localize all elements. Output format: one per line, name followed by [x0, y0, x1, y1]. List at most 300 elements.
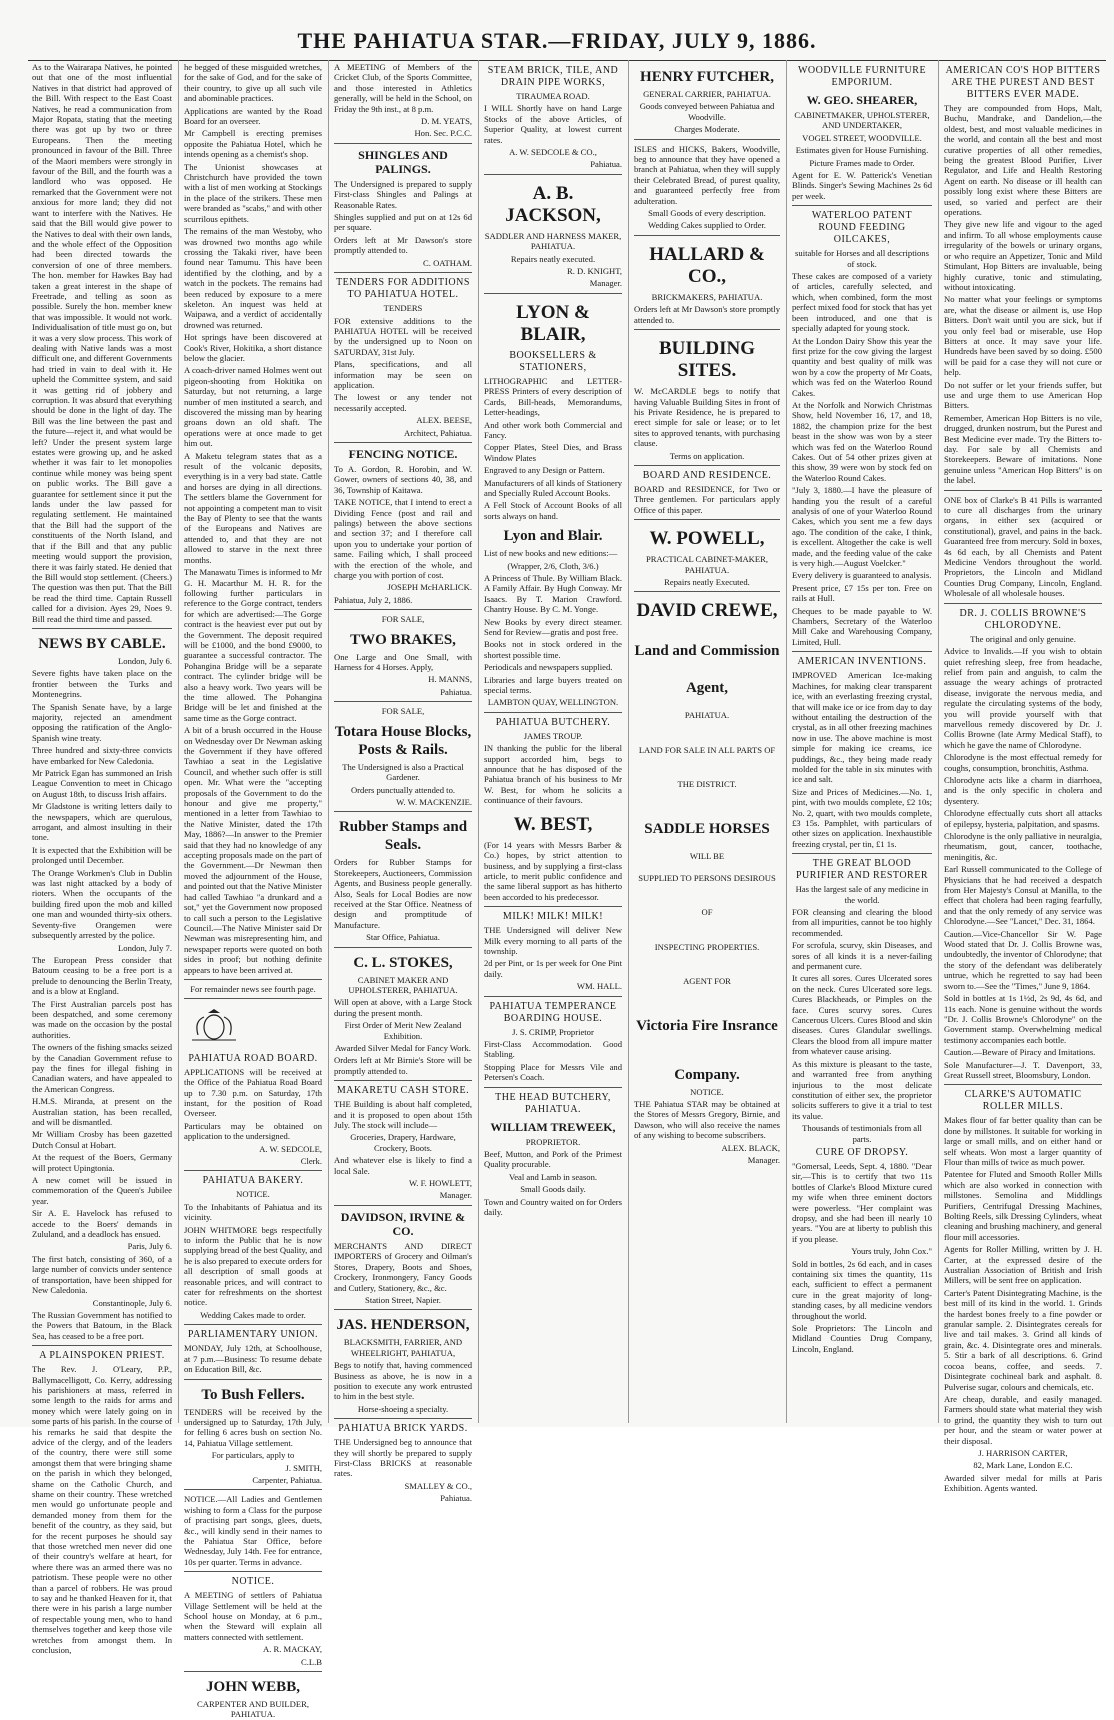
- ad-title: MAKARETU CASH STORE.: [336, 1085, 470, 1097]
- ad-subtitle: J. S. CRIMP, Proprietor: [512, 1026, 594, 1037]
- ad-signature: JOSEPH McHARLICK.: [387, 582, 472, 593]
- ad-text: BRICKMAKERS, PAHIATUA.: [651, 291, 763, 302]
- ad-text: Are cheap, durable, and easily managed. Farmers should state what material they wish to grind, the quantity they wish to turn out per hour, and the steam or water power at their disposal.: [944, 1393, 1102, 1446]
- cable-item: Mr Gladstone is writing letters daily to the newspapers, which are querulous, arrogant, and almost insulting in their tone.: [32, 801, 172, 843]
- ad-signature: C.L.B: [300, 1656, 322, 1667]
- ad-signature: A. W. SEDCOLE,: [259, 1143, 322, 1154]
- ad-subtitle: NOTICE.: [236, 1189, 270, 1200]
- ad-text: ONE box of Clarke's B 41 Pills is warranted to cure all discharges from the urinary organs, in either sex (acquired or constitutional), gravel, and pains in the back. Guaranteed free from mercury. Sold in boxes, 4s 6d each, by all Chemists and Patent Medicine Vendors throughout the world. Proprietors, the Lincoln and Midland Counties Drug Company, Lincoln, England. Wholesale of all wholesale houses.: [944, 494, 1102, 599]
- ad-title: WILLIAM TREWEEK,: [490, 1119, 616, 1134]
- cable-item: The Orange Workmen's Club in Dublin was last night attacked by a body of rioters. When the occupants of the building fired upon the mob and killed one man and wounded thirty-six others. Seventy-five Orangemen were subsequently arrested by the police.: [32, 867, 172, 941]
- ad-title: MILK! MILK! MILK!: [502, 911, 604, 923]
- ad-text: Picture Frames made to Order.: [809, 157, 915, 168]
- ad-signature: SMALLEY & CO.,: [404, 1480, 472, 1491]
- ad-text: Caution.—Beware of Piracy and Imitations.: [944, 1047, 1096, 1058]
- ad-text: I WILL Shortly have on hand Large Stocks of the above Articles, of Superior Quality, at lowest current rates.: [484, 103, 622, 145]
- column-rule: [938, 60, 939, 1423]
- ad-text: Sold in bottles at 1s 1½d, 2s 9d, 4s 6d, and 11s each. None is genuine without the words "Dr. J. Collis Browne's Chlorodyne" on the Government stamp. Overwhelming medical testimony accompanies each bottle.: [944, 993, 1102, 1045]
- ad-text: It cures all sores. Cures Ulcerated sores on the neck. Cures Ulcerated sore legs. Cures Blackheads, or Pimples on the face. Cures scurvy sores. Cures Cancerous Ulcers. Cures Blood and skin diseases. Cures Glandular swellings. Clears the blood from all impure matter from whatever cause arising.: [792, 973, 932, 1057]
- divider: [792, 651, 932, 652]
- ad-subtitle: TIRAUMEA ROAD.: [516, 91, 590, 101]
- divider: [334, 701, 472, 702]
- dateline: Constantinople, July 6.: [92, 1297, 172, 1308]
- divider: [334, 143, 472, 144]
- ad-title: Lyon and Blair.: [503, 528, 603, 545]
- ad-title: THE GREAT BLOOD PURIFIER AND RESTORER: [795, 858, 928, 882]
- ad-title: BUILDING SITES.: [658, 338, 756, 382]
- notice-text: For remainder news see fourth page.: [190, 983, 316, 994]
- ad-title: FENCING NOTICE.: [348, 446, 458, 461]
- ad-signature: Carpenter, Pahiatua.: [252, 1474, 322, 1485]
- divider: [484, 293, 622, 294]
- spacer: [634, 989, 780, 1011]
- ad-text: OF: [701, 907, 713, 918]
- ad-text: NOTICE.—All Ladies and Gentlemen wishing to form a Class for the purpose of practising part songs, glees, duets, &c., will kindly send in their names to the Pahiatua Star Office, before Wednesday, July 14th. Fee for entrance, 10s per quarter. Terms in advance.: [184, 1494, 322, 1567]
- ad-signature: Pahiatua.: [440, 1493, 472, 1504]
- ad-text: FOR extensive additions to the PAHIATUA HOTEL will be received by the undersigned up to Noon on SATURDAY, 31st July.: [334, 315, 472, 357]
- ad-text: Agents for Roller Milling, written by J. H. Carter, at the expressed desire of the Australian Association of British and Irish Millers, will be sent free on application.: [944, 1244, 1102, 1286]
- article-paragraph: Hot springs have been discovered at Cook's River, Hokitika, a short distance below the glacier.: [184, 332, 322, 363]
- ad-text: BOARD and RESIDENCE, for Two or Three gentlemen. For particulars apply Office of this paper.: [634, 483, 780, 515]
- article-paragraph: The Unionist showcases at Christchurch have provided the town with a list of men working at Stockings in the place of the strikers. These men were branded as "scabs," and with other scurrilous epithets.: [184, 161, 322, 224]
- ad-text: BLACKSMITH, FARRIER, AND WHEELRIGHT, PAHIATUA,: [343, 1337, 463, 1358]
- divider: [334, 442, 472, 443]
- ad-text: Copper Plates, Steel Dies, and Brass Window Plates: [484, 442, 622, 463]
- divider: [32, 1345, 172, 1346]
- ad-text: At the London Dairy Show this year the first prize for the cow giving the largest quantity and best quality of milk was won by a cow the property of Mr Coats, which was fed on the Waterloo Round Cakes.: [792, 335, 932, 398]
- dateline: London, July 6.: [118, 655, 172, 666]
- column-rule: [478, 60, 479, 1423]
- cable-item: It is expected that the Exhibition will be prolonged until December.: [32, 844, 172, 866]
- divider: [792, 205, 932, 206]
- ad-text: Horse-shoeing a specialty.: [357, 1403, 449, 1414]
- ad-text: Small Goods of every description.: [648, 208, 766, 219]
- ad-text: Plans, specifications, and all information may be seen on application.: [334, 359, 472, 390]
- ad-text: PRACTICAL CABINET-MAKER, PAHIATUA.: [645, 554, 769, 575]
- cable-item: The First Australian parcels post has been despatched, and some ceremony was made on the occasion by the postal authorities.: [32, 998, 172, 1040]
- ad-text: TENDERS will be received by the undersigned up to Saturday, 17th July, for felling 6 acres bush on section No. 14, Pahiatua Village settlement.: [184, 1406, 322, 1448]
- ad-title: A. B. JACKSON,: [505, 182, 601, 226]
- ad-text: TAKE NOTICE, that I intend to erect a Dividing Fence (post and rail and palings) between the above sections and section 37; and I therefore call upon you to undertake your portion of same. Failing which, I shall proceed with the erection of the whole, and charge you with portion of cost.: [334, 497, 472, 581]
- ad-text: To A. Gordon, R. Horobin, and W. Gower, owners of sections 40, 38, and 36, Township of Kaitawa.: [334, 463, 472, 495]
- article-paragraph: Applications are wanted by the Road Board for an overseer.: [184, 105, 322, 127]
- ad-title: BOARD AND RESIDENCE.: [642, 469, 772, 481]
- ad-title: DR. J. COLLIS BROWNE'S CHLORODYNE.: [959, 607, 1087, 631]
- article-subheading: A PLAINSPOKEN PRIEST.: [39, 1350, 165, 1362]
- divider: [634, 465, 780, 466]
- ad-text: CABINET MAKER AND UPHOLSTERER, PAHIATUA.: [348, 974, 458, 995]
- ad-text: Beef, Mutton, and Pork of the Primest Quality procurable.: [484, 1149, 622, 1170]
- divider: [184, 1671, 322, 1672]
- ad-text: JOHN WHITMORE begs respectfully to inform the Public that he is now supplying bread of the best Quality, and he is also prepared to execute orders for all description of small goods at reasonable prices, and will contract to cater for refreshments on the shortest notice.: [184, 1224, 322, 1308]
- ad-title: PARLIAMENTARY UNION.: [187, 1329, 319, 1341]
- article-paragraph: The remains of the man Westoby, who was drowned two months ago while crossing the Takaki river, have been found near Tamumu. This have been identified by the clothing, and by a watch in the pockets. The remains had been reduced by exposure to a mere skeleton. An inquest was held at Waipawa, and a verdict of accidentally drowned was returned.: [184, 226, 322, 330]
- ad-signature: Hon. Sec. P.C.C.: [414, 128, 472, 139]
- divider: [184, 1571, 322, 1572]
- ad-text: PAHIATUA.: [684, 710, 730, 721]
- section-title-news-by-cable: NEWS BY CABLE.: [38, 635, 166, 652]
- ad-subtitle: JAMES TROUP.: [523, 730, 583, 741]
- cable-item: Mr Patrick Egan has summoned an Irish League Convention to meet in Chicago on August 18th, to discuss Irish affairs.: [32, 768, 172, 799]
- ad-date: Pahiatua, July 2, 1886.: [334, 594, 413, 605]
- ad-text: Periodicals and newspapers supplied.: [484, 662, 613, 673]
- article-paragraph: As to the Wairarapa Natives, he pointed out that one of the most influential Natives in that district had approved of the Bill. With respect to the East Coast Natives, he read a communication from Major Ropata, stating that the meeting there was got up by two or three Europeans. Then the meeting pronounced in favour of the Bill. Three of the Maori members were strongly in favour of the Bill, and the fourth was a landlord who was opposed. He remarked that the Government were not anxious for more land; they did not want to interfere with the Natives. He said that the Bill would give power to the Natives to deal with their own lands, and the whole effect of the Opposition had been directed towards the conversion of one of three members. The hon. member for Hawkes Bay had taken a great interest in the shape of Freetrade, and telling as soon as possible. Surely the hon. member knew that was impossible. It would not work. Individualisation of title must go on, but it was a very slow process. This work of dealing with Native lands was a most difficult one, and different Governments had tried in vain to deal with it. He upheld the Committee system, and said it was getting rid of jobbery and corruption. It was absurd that everything should be done in the light of day. The Bill was the line between the past and the future—reject it, and what would be left? Under the present system large estates were growing up, and he asked whether it was fair to let monopolies continue while money was being spent on public works. The Bill gave a guarantee for settlement since it put the lands under the law passed for regulating settlement. He maintained that the Bill had the support of the constituents of the North Island, and that if the Bill and that any public meeting would support the provision, there it was fairly stated. He denied that the Bill would stop settlement. (Cheers.) The question was then put. That the Bill be read the third time. Captain Russell called for a division. Ayes 29, Noes 9. Bill read the third time and passed.: [32, 62, 172, 624]
- ad-signature: A. W. SEDCOLE & CO.,: [509, 147, 597, 158]
- ad-text: For scrofula, scurvy, skin Diseases, and sores of all kinds it is a never-failing and permanent cure.: [792, 940, 932, 972]
- ad-text: Caution.—Vice-Chancellor Sir W. Page Wood stated that Dr. J. Collis Browne was, undoubtedly, the inventor of Chlorodyne; that the story of the defendant was deliberately untrue, which he regretted to say had been sworn to.—See the "Times," June 9, 1864.: [944, 928, 1102, 991]
- ad-text: WILL BE: [689, 850, 725, 861]
- ad-text: THE Undersigned beg to announce that they will shortly be prepared to supply First-Class BRICKS at reasonable rates.: [334, 1437, 472, 1479]
- ad-title: Rubber Stamps and Seals.: [338, 819, 468, 854]
- cable-item: The Spanish Senate have, by a large majority, rejected an amendment opposing the ratification of the Anglo-Spanish wine treaty.: [32, 701, 172, 743]
- cable-item: The Russian Government has notified to the Powers that Batoum, in the Black Sea, has ceased to be a free port.: [32, 1309, 172, 1341]
- divider: [184, 979, 322, 980]
- ad-text: IMPROVED American Ice-making Machines, for making clear transparent ice, with an everlasting freezing crystal, that will make ice or ice from day to day without entailing the destruction of the crystal, as in all other freezing machines now in use. The above machine is most simple for making ice creams, ice puddings, &c., they being made ready molded for the table in six minutes with ice and salt.: [792, 670, 932, 785]
- ad-text: CARPENTER AND BUILDER, PAHIATUA.: [197, 1699, 309, 1720]
- ad-text: 2d per Pint, or 1s per week for One Pint daily.: [484, 958, 622, 979]
- article-paragraph: The Rev. J. O'Leary, P.P., Ballymacelligott, Co. Kerry, addressing his parishioners at mass, referred in some length to the raids for arms and money which were lately going on in some parts of his parish. In the course of his remarks he said that despite the advice of the clergy, and of the leaders of the country, there were still some amongst them that were bringing shame on the parish in which they belonged, shame on the Catholic Church, and shame on their country. These wretched men would go unfortunate people and demanded money from them for the benefit of the country, as they said, but for the recent purposes he should say that those wretched men never did one of their country's welfare at heart, for where there was an armed there was no patriotism. These people were no other than a parcel of robbers. He was proud to say and he thanked Heaven for it, that there were in his parish a large number of respectable young men, who to hand themselves together and keep those vile wretches from amongst them. In conclusion,: [32, 1364, 172, 1656]
- ad-text: Town and Country waited on for Orders daily.: [484, 1196, 622, 1218]
- spacer: [634, 757, 780, 779]
- ad-text: Begs to notify that, having commenced Business as above, he is now in a position to execute any work entrusted to him in the best style.: [334, 1360, 472, 1402]
- ad-text: Groceries, Drapery, Hardware, Crockery, Boots.: [350, 1132, 456, 1153]
- divider: [184, 1324, 322, 1325]
- ad-text: INSPECTING PROPERTIES.: [654, 941, 760, 952]
- ad-title: To Bush Fellers.: [201, 1386, 305, 1403]
- divider: [334, 272, 472, 273]
- cable-item: Sir A. E. Havelock has refused to accede to the Boers' demands in Zululand, and a deadlock has ensued.: [32, 1208, 172, 1240]
- ad-text: Stopping Place for Messrs Vile and Petersen's Coach.: [484, 1061, 622, 1083]
- ad-title: W. POWELL,: [649, 528, 765, 550]
- ad-text: Chlorodyne is the only palliative in neuralgia, rheumatism, gout, cancer, toothache, meningitis, &c.: [944, 831, 1102, 862]
- divider: [334, 1418, 472, 1419]
- spacer: [634, 792, 780, 814]
- column-3: [330, 62, 476, 1504]
- ad-text: THE DISTRICT.: [677, 779, 737, 790]
- ad-signature: Manager.: [747, 1155, 780, 1166]
- cable-item: Three hundred and sixty-three convicts have embarked for New Caledonia.: [32, 745, 172, 766]
- ad-signature: Pahiatua.: [440, 686, 472, 697]
- ad-text: Orders left at Mr Dawson's store promptly attended to.: [334, 234, 472, 256]
- ad-text: Orders punctually attended to.: [350, 784, 456, 795]
- cable-item: The owners of the fishing smacks seized by the Canadian Government refuse to pay the fines for illegal fishing in Canadian waters, and have appealed to the American Congress.: [32, 1042, 172, 1094]
- ad-text: Awarded silver medal for mills at Paris Exhibition. Agents wanted.: [944, 1472, 1102, 1494]
- spacer: [634, 723, 780, 745]
- ad-signature: H. MANNS,: [428, 674, 472, 685]
- masthead-rule: [28, 60, 1106, 61]
- ad-text: ISLES and HICKS, Bakers, Woodville, beg to announce that they have opened a branch at Pahiatua, when they will supply their Celebrated Bread, of purest quality, and guaranteed perfectly free from adulteration.: [634, 143, 780, 206]
- article-paragraph: A bit of a brush occurred in the House on Wednesday over Dr Newman asking the Government if they have offered Tawhiao a seat in the Legislative Council, and whether such offer is still open. Mr. What were the "accepting proposals of the Government to do the honour and give me property," mentioned in a letter from Tawhiao to the Native Minister, dated the 17th May, 1886?—In answer to the Premier said that they had no knowledge of any accepting proposals made on the part of the Government.—Dr Newman then moved the adjournment of the House, and pointed out that the Native Minister had called Tawhiao "a drunkard and a sot," yet the Government now proposed to call such a person to the Legislative Council.—The Native Minister said Dr Newman was misrepresenting him, and newspaper reports were quoted on both sides in proof; but nothing definite appears to have been arrived at.: [184, 725, 322, 975]
- ad-text: (Wrapper, 2/6, Cloth, 3/6.): [507, 560, 599, 571]
- ad-text: Awarded Silver Medal for Fancy Work.: [335, 1043, 471, 1053]
- ad-text: Charges Moderate.: [674, 124, 740, 135]
- cable-item: Mr William Crosby has been gazetted Dutch Consul at Hobart.: [32, 1129, 172, 1150]
- cable-item: A new comet will be issued in commemoration of the Queen's Jubilee year.: [32, 1175, 172, 1206]
- ad-text: LITHOGRAPHIC and LETTER-PRESS Printers of every description of Cards, Bill-heads, Memorandums, Letter-headings,: [484, 375, 622, 418]
- ad-text: One Large and One Small, with Harness for 4 Horses. Apply,: [334, 651, 472, 673]
- ad-text: As this mixture is pleasant to the taste, and warranted free from anything injurious to the most delicate constitution of either sex, the proprietor solicits sufferers to give it a trial to test its value.: [792, 1058, 932, 1121]
- ad-signature: ALEX. BLACK,: [721, 1142, 780, 1153]
- ad-title: SHINGLES AND PALINGS.: [358, 147, 448, 176]
- ad-text: The original and only genuine.: [970, 633, 1076, 644]
- ad-text: Orders left at Mr Dawson's store promptly attended to.: [634, 304, 780, 325]
- divider: [484, 906, 622, 907]
- article-paragraph: he begged of these misguided wretches, for the sake of God, and for the sake of their country, to give up all such vile and abominable practices.: [184, 62, 322, 104]
- ad-text: And whatever else is likely to find a local Sale.: [334, 1155, 472, 1176]
- ad-text: Manufacturers of all kinds of Stationery and Specially Ruled Account Books.: [484, 477, 622, 498]
- cable-item: Severe fights have taken place on the frontier between the Turks and Montenegrins.: [32, 668, 172, 700]
- column-rule: [328, 60, 329, 1423]
- ad-text: Estimates given for House Furnishing.: [795, 145, 929, 156]
- divider: [334, 811, 472, 812]
- ad-signature: J. HARRISON CARTER,: [978, 1447, 1068, 1458]
- ad-text: SADDLER AND HARNESS MAKER, PAHIATUA.: [484, 230, 622, 252]
- ad-text: CABINETMAKER, UPHOLSTERER, AND UNDERTAKER,: [794, 110, 930, 131]
- ad-subtitle: NOTICE.: [690, 1086, 724, 1097]
- ad-text: "Gomersal, Leeds, Sept. 4, 1880. "Dear sir,—This is to certify that two 11s bottles of Clarke's Blood Mixture cured my wife when three eminent doctors were powerless. "Her complaint was dropsy, and she had been ill nearly 10 years. "You are at liberty to publish this if you please.: [792, 1160, 932, 1244]
- ad-text: Shingles supplied and put on at 12s 6d per square.: [334, 212, 472, 233]
- ad-text: THE Building is about half completed, and it is proposed to open about 15th July. The stock will include—: [334, 1099, 472, 1131]
- masthead: [0, 0, 1114, 60]
- ad-text: Wedding Cakes supplied to Order.: [648, 220, 766, 231]
- ad-text: APPLICATIONS will be received at the Office of the Pahiatua Road Board up to 7.30 p.m. on Saturday, 17th instant, for the position of Road Overseer.: [184, 1066, 322, 1119]
- ad-signature: Star Office, Pahiatua.: [366, 932, 440, 943]
- spacer: [634, 920, 780, 942]
- ad-title: CURE OF DROPSY.: [815, 1146, 909, 1158]
- ad-text: THE Undersigned will deliver New Milk every morning to all parts of the township.: [484, 925, 622, 956]
- ad-title: WATERLOO PATENT ROUND FEEDING OILCAKES,: [811, 210, 913, 246]
- spacer: [634, 1038, 780, 1060]
- ad-text: A MEETING of settlers of Pahiatua Village Settlement will be held at the School house on Monday, at 6 p.m., when the Steward will explain all matters connected with settlement.: [184, 1590, 322, 1642]
- ad-text: Has the largest sale of any medicine in the world.: [795, 884, 929, 905]
- ad-text: Do not suffer or let your friends suffer, but use and urge them to use American Hop Bitters.: [944, 379, 1102, 411]
- ad-text: MONDAY, July 12th, at Schoolhouse, at 7 p.m.—Business: To resume debate on Education Bill, &c.: [184, 1343, 322, 1375]
- ad-title: THE HEAD BUTCHERY, PAHIATUA.: [495, 1091, 611, 1115]
- masthead-title: THE PAHIATUA STAR.—FRIDAY, JULY 9, 1886.: [297, 28, 817, 53]
- ad-text: Libraries and large buyers treated on special terms.: [484, 674, 622, 696]
- ad-text: No matter what your feelings or symptoms are, what the disease or ailment is, use Hop Bitters. Don't wait until you are sick, but if you only feel bad or miserable, use Hop Bitters at once. It may save your life. Hundreds have been saved by so doing. £500 will be paid for a case they will not cure or help.: [944, 294, 1102, 378]
- ad-text: First Order of Merit New Zealand Exhibition.: [344, 1020, 462, 1041]
- ad-text: Chlorodyne acts like a charm in diarrhoea, and is the only specific in cholera and dysentery.: [944, 774, 1102, 806]
- ad-text: Chlorodyne is the most effectual remedy for coughs, consumption, bronchitis, Asthma.: [944, 752, 1102, 773]
- column-7: [940, 62, 1106, 1494]
- ad-title: STEAM BRICK, TILE, AND DRAIN PIPE WORKS,: [487, 65, 619, 88]
- ad-signature: D. M. YEATS,: [420, 116, 472, 127]
- spacer: [634, 954, 780, 976]
- ad-text: Thousands of testimonials from all parts.: [802, 1123, 922, 1144]
- column-4: [480, 62, 626, 1422]
- ad-text: Terms on application.: [669, 450, 745, 461]
- ad-text: Goods conveyed between Pahiatua and Woodville.: [639, 101, 775, 122]
- divider: [334, 947, 472, 948]
- ad-text: Every delivery is guaranteed to analysis.: [792, 570, 932, 581]
- ad-signature: Clerk.: [300, 1156, 322, 1166]
- article-paragraph: A Maketu telegram states that as a result of the volcanic deposits, everything is in a very bad state. Cattle and horses are dying in all directions. The settlers blame the Government for not appointing a competent man to visit the Bay of Plenty to see that the wants of the Europeans and Natives are attended to, and that they are not allowed to starve in the next three months.: [184, 450, 322, 565]
- article-paragraph: A coach-driver named Holmes went out pigeon-shooting from Hokitika on Saturday, but not returning, a large number of men instituted a search, and discovered the missing man by hearing groans down an old shaft. The operations were at once made to get him out.: [184, 365, 322, 449]
- dateline: London, July 7.: [118, 942, 172, 953]
- ad-text: The Undersigned is prepared to supply First-class Shingles and Palings at Reasonable Rates.: [334, 178, 472, 210]
- ad-text: Sole Proprietors: The Lincoln and Midland Counties Drug Company, Lincoln, England.: [792, 1323, 932, 1354]
- ad-text: GENERAL CARRIER, PAHIATUA.: [643, 89, 771, 99]
- ad-signature: Manager.: [589, 278, 622, 289]
- ad-title: C. L. STOKES,: [353, 954, 453, 971]
- ad-text: Sold in bottles, 2s 6d each, and in cases containing six times the quantity, 11s each, sufficient to effect a permanent cure in the great majority of long-standing cases, by all medicine vendors throughout the world.: [792, 1258, 932, 1321]
- spacer: [634, 700, 780, 710]
- spacer: [634, 663, 780, 673]
- article-paragraph: The Manawatu Times is informed to Mr G. H. Macarthur M. H. R. for the following further particulars in reference to the Gorge contract, tenders for which are advertised:—The Gorge contract is the heaviest ever put out by the Government. The deposit required will be £1000, and the bond £9000, to guarantee a successful contractor. The Pohangina Bridge will be a separate contract. The cylinder bridge will be also a heavy work. Two years will be the time allowed. The Pohangina Bridge will be let and finished at the same time as the Gorge contract.: [184, 567, 322, 723]
- cable-item: At the request of the Boers, Germany will protect Upingtonia.: [32, 1152, 172, 1173]
- ad-text: The Undersigned is also a Practical Gardener.: [342, 761, 464, 783]
- dateline: Paris, July 6.: [127, 1241, 172, 1252]
- ad-text: Makes flour of far better quality than can be done by millstones. It suitable for working in large or small mills, and on either hand or self wheats. Won most a larger quantity of Flour than mills of twice as much power.: [944, 1115, 1102, 1167]
- divider: [634, 519, 780, 520]
- divider: [334, 609, 472, 610]
- ad-text: These cakes are composed of a variety of articles, carefully selected, and which, when combined, form the most perfect mixed food for stock that has yet been introduced, and one that is specially adapted for young stock.: [792, 271, 932, 334]
- ad-title: AMERICAN INVENTIONS.: [797, 656, 927, 668]
- ad-text: LAMBTON QUAY, WELLINGTON.: [487, 697, 619, 708]
- ad-title: DAVID CREWE,: [636, 600, 778, 622]
- divider: [334, 1309, 472, 1310]
- ad-title: SADDLE HORSES: [644, 820, 770, 837]
- ad-title: TENDERS FOR ADDITIONS TO PAHIATUA HOTEL.: [336, 277, 470, 301]
- ad-title: Company.: [674, 1066, 740, 1083]
- divider: [634, 139, 780, 140]
- ad-title: TWO BRAKES,: [350, 631, 456, 648]
- divider: [792, 853, 932, 854]
- ad-signature: Yours truly, John Cox.": [851, 1246, 932, 1257]
- ad-text: "July 3, 1880.—I have the pleasure of handing you the result of a careful analysis of one of your Waterloo Round Cakes, which you sent me a few days ago. The condition of the cake, I think, is excellent. Altogether the cake is well made, and the feeding value of the cake is very high.—August Voelcker.": [792, 485, 932, 569]
- ad-signature: Manager.: [439, 1190, 472, 1201]
- column-rule: [178, 60, 179, 1423]
- ad-signature: R. D. KNIGHT,: [567, 266, 622, 277]
- ad-text: A Princess of Thule. By William Black. A Family Affair. By Hugh Conway. Mr Isaacs. By T. Marion Crawford. Chantry House. By C. M. Yonge.: [484, 572, 622, 615]
- ad-title: Agent,: [685, 680, 729, 697]
- ad-text: Particulars may be obtained on application to the undersigned.: [184, 1120, 322, 1142]
- ad-text: Engraved to any Design or Pattern.: [484, 465, 605, 476]
- ad-text: Small Goods daily.: [520, 1184, 586, 1195]
- ad-signature: Architect, Pahiatua.: [403, 427, 472, 438]
- ad-text: A Fell Stock of Account Books of all sorts always on hand.: [484, 500, 622, 521]
- divider: [484, 996, 622, 997]
- divider: [184, 1170, 322, 1171]
- ad-text: Patentee for Fluted and Smooth Roller Mills which are also worked in connection with millstones. Semolina and Middlings Purifiers, Centrifugal Dressing Machines, Bolting Reels, silk Dressing Cylinders, wheat cleaning and brushing machinery, and general flour mill accessories.: [944, 1169, 1102, 1242]
- ad-text: IN thanking the public for the liberal support accorded him, begs to announce that he has disposed of the Pahiatua branch of his business to Mr W. Best, for whom he solicits a continuance of their favours.: [484, 743, 622, 806]
- divider: [334, 1205, 472, 1206]
- ad-text: Chlorodyne effectually cuts short all attacks of epilepsy, hysteria, palpitation, and spasms.: [944, 808, 1102, 829]
- ad-text: THE Pahiatua STAR may be obtained at the Stores of Messrs Gregory, Birnie, and Dawson, who will also receive the names of any wishing to become subscribers.: [634, 1099, 780, 1141]
- ad-title: PAHIATUA TEMPERANCE BOARDING HOUSE.: [489, 1000, 617, 1024]
- column-rule: [786, 60, 787, 1423]
- ad-text: Will open at above, with a Large Stock during the present month.: [334, 997, 472, 1018]
- divider: [944, 1084, 1102, 1085]
- ad-text: Wedding Cakes made to order.: [200, 1309, 306, 1320]
- ad-text: suitable for Horses and all descriptions of stock.: [795, 248, 929, 269]
- ad-signature: Pahiatua.: [590, 159, 622, 170]
- divider: [944, 490, 1102, 491]
- ad-text: Books not in stock ordered in the shortest possible time.: [484, 639, 622, 660]
- ad-title: AMERICAN CO'S HOP BITTERS ARE THE PUREST AND BEST BITTERS EVER MADE.: [945, 65, 1101, 100]
- divider: [944, 603, 1102, 604]
- column-6: [788, 62, 936, 1422]
- ad-text: At the Norfolk and Norwich Christmas Show, held November 16, 17, and 18, 1882, the champion prize for the best beast in the show was won by a steer which was fed on the Waterloo Round Cakes. Out of 54 other prizes given at this show, 39 were won by stock fed on the Waterloo Round Cakes.: [792, 399, 932, 483]
- ad-title: W. GEO. SHEARER,: [806, 93, 918, 107]
- ad-title: PAHIATUA BAKERY.: [202, 1175, 304, 1187]
- spacer: [634, 626, 780, 636]
- ad-title: WOODVILLE FURNITURE EMPORIUM.: [797, 65, 927, 88]
- ad-text: And other work both Commercial and Fancy.: [484, 419, 622, 440]
- divider: [484, 174, 622, 175]
- ad-text: For particulars, apply to: [211, 1450, 295, 1461]
- ad-text: Carter's Patent Disintegrating Machine, is the best mill of its kind in the world. 1. Grinds the hardest bones freely to a fine powder or granular sample. 2. Disintegrates cereals for live and tail makes. 3. Grind all kinds of grain, &c. 4. Disintegrate ores and minerals. 5. Stir a bark of all descriptions. 6. Grind cocoa beans, coffee, and seeds. 7. Disintegrate cochineal bark and asphalt. 8. Pulverise sugar, colours and chemicals, etc.: [944, 1287, 1102, 1392]
- ad-title: Victoria Fire Insrance: [636, 1017, 778, 1034]
- ad-title: JAS. HENDERSON,: [336, 1317, 470, 1334]
- ad-title: DAVIDSON, IRVINE & CO.: [340, 1209, 466, 1238]
- ad-text: Station Street, Napier.: [365, 1294, 441, 1305]
- ad-text: Repairs neatly executed.: [510, 253, 596, 264]
- ad-text: Veal and Lamb in season.: [508, 1171, 598, 1182]
- column-1: [28, 62, 176, 1656]
- divider: [634, 591, 780, 592]
- ad-text: Orders left at Mr Birnie's Store will be promptly attended to.: [334, 1055, 472, 1076]
- ad-text: List of new books and new editions:—: [484, 548, 618, 559]
- ad-text: Agent for E. W. Patterick's Venetian Blinds. Singer's Sewing Machines 2s 6d per week.: [792, 170, 932, 201]
- ad-subtitle: PROPRIETOR.: [525, 1136, 581, 1147]
- ad-text: To the Inhabitants of Pahiatua and its vicinity.: [184, 1201, 322, 1223]
- ad-text: Earl Russell communicated to the College of Physicians that he had received a despatch from Her Majesty's Consul at Manilla, to the effect that cholera had been raging fearfully, and that the only remedy of any service was Chlorodyne.—See "Lancet," Dec. 31, 1864.: [944, 864, 1102, 927]
- ad-title: Totara House Blocks, Posts & Rails.: [334, 723, 472, 758]
- ad-title: HENRY FUTCHER,: [640, 69, 774, 85]
- ad-title: NOTICE.: [231, 1576, 275, 1588]
- divider: [184, 998, 322, 999]
- ad-text: First-Class Accommodation. Good Stabling.: [484, 1038, 622, 1060]
- divider: [634, 329, 780, 330]
- divider: [184, 1489, 322, 1490]
- ad-text: Orders for Rubber Stamps for Storekeepers, Auctioneers, Commission Agents, and Business people generally. Also, Seals for Local Bodies are now received at the Star Office. Neatness of design and promptitude of Manufacture.: [334, 857, 472, 930]
- cable-item: The first batch, consisting of 360, of a large number of convicts under sentence of transportation, have been shipped for New Caledonia.: [32, 1253, 172, 1296]
- ad-signature: J. SMITH,: [285, 1462, 322, 1473]
- ad-text: FOR cleansing and clearing the blood from all impurities, cannot be too highly recommended.: [792, 907, 932, 938]
- ad-text: MERCHANTS AND DIRECT IMPORTERS of Grocery and Oilman's Stores, Drapery, Boots and Shoes, Crockery, Ironmongery, Fancy Goods and Cutlery, Stationery, &c., &c.: [334, 1240, 472, 1293]
- ad-subtitle: TENDERS: [383, 303, 423, 314]
- ad-text: Remember, American Hop Bitters is no vile, drugged, drunken nostrum, but the Purest and Best Medicine ever made. Try the Bitters to-day. For sale by all Chemists and Storekeepers. Beware of imitations. None genuine unless "American Hop Bitters" is on the label.: [944, 412, 1102, 486]
- spacer: [634, 841, 780, 851]
- column-5: [630, 62, 784, 1422]
- column-rule: [628, 60, 629, 1423]
- ad-subtitle: FOR SALE,: [381, 706, 425, 717]
- ad-text: AGENT FOR: [683, 976, 731, 987]
- ad-text: The lowest or any tender not necessarily accepted.: [334, 392, 472, 413]
- column-2: [180, 62, 326, 1720]
- ad-signature: C. OATHAM.: [423, 257, 472, 268]
- ad-signature: W. W. MACKENZIE.: [396, 796, 472, 807]
- ad-subtitle: FOR SALE,: [381, 614, 425, 625]
- ad-text: SUPPLIED TO PERSONS DESIROUS: [638, 873, 776, 883]
- divider: [484, 1087, 622, 1088]
- ad-text: They are compounded from Hops, Malt, Buchu, Mandrake, and Dandelion,—the oldest, best, and most valuable medicines in the world, and contain all the best and most curative properties of all other remedies, being the greatest Blood Purifier, Liver Regulator, and Life and Health Restoring Agent on earth. No disease or ill health can possibly long exist where these Bitters are used, so varied and perfect are their operations.: [944, 103, 1102, 218]
- ad-title: JOHN WEBB,: [206, 1679, 300, 1696]
- royal-arms-icon: [184, 1007, 244, 1043]
- ad-signature: A. R. MACKAY,: [263, 1644, 322, 1655]
- ad-title: W. BEST,: [513, 813, 593, 835]
- divider: [32, 628, 172, 629]
- ad-text: W. McCARDLE begs to notify that having Valuable Building Sites in front of his Private Residence, he is prepared to erect simple for sale or lease; or to let sites to approved tenants, with purchasing clause.: [634, 386, 780, 449]
- cable-item: H.M.S. Miranda, at present on the Australian station, has been recalled, and will be dismantled.: [32, 1096, 172, 1127]
- ad-text: Sole Manufacturer—J. T. Davenport, 33, Great Russell street, Bloomsbury, London.: [944, 1059, 1102, 1080]
- ad-signature: 82, Mark Lane, London E.C.: [973, 1460, 1073, 1471]
- ad-text: Repairs neatly Executed.: [664, 576, 750, 587]
- divider: [334, 1080, 472, 1081]
- ad-text: (For 14 years with Messrs Barber & Co.) hopes, by strict attention to business, and by supplying a first-class article, to merit public confidence and the same liberal support as has hitherto been accorded to his predecessor.: [484, 839, 622, 902]
